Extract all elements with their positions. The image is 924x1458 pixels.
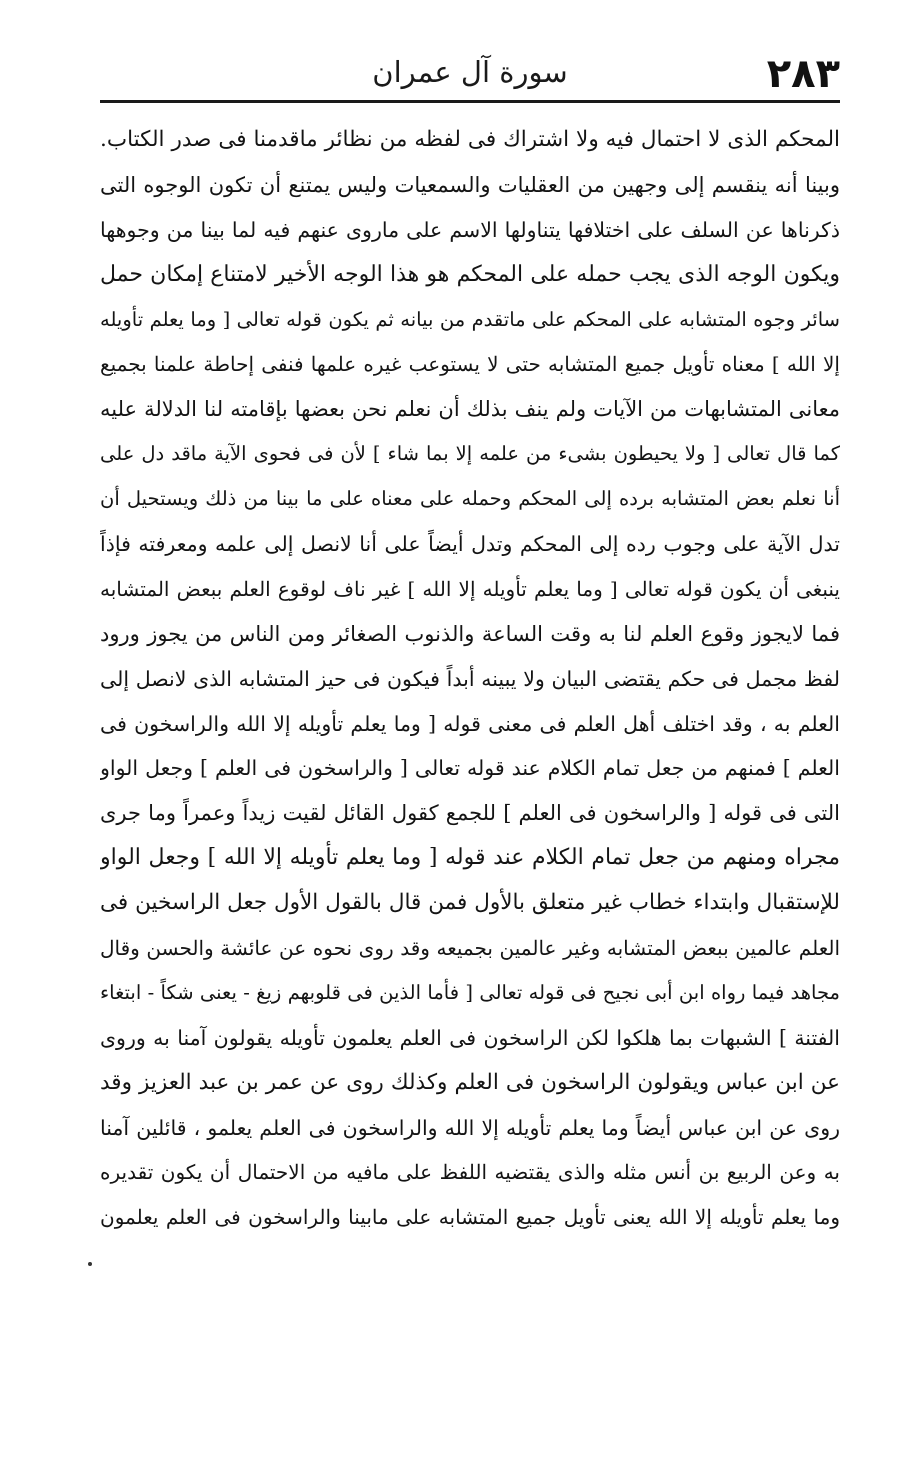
text-line: الفتنة ] الشبهات بما هلكوا لكن الراسخون فى العلم يعلمون تأويله يقولون آمنا به وروى xyxy=(100,1025,840,1050)
text-line: العلم ] فمنهم من جعل تمام الكلام عند قوله تعالى [ والراسخون فى العلم ] وجعل الواو xyxy=(100,756,840,781)
text-line: سائر وجوه المتشابه على المحكم على ماتقدم من بيانه ثم يكون قوله تعالى [ وما يعلم تأويله xyxy=(100,307,840,331)
text-line: أنا نعلم بعض المتشابه برده إلى المحكم وحمله على معناه على ما بينا من ذلك ويستحيل أن xyxy=(100,487,840,511)
text-line: وما يعلم تأويله إلا الله يعنى تأويل جميع المتشابه على مابينا والراسخون فى العلم يعلمون xyxy=(100,1205,840,1230)
text-line: العلم به ، وقد اختلف أهل العلم فى معنى قوله [ وما يعلم تأويله إلا الله والراسخون فى xyxy=(100,711,840,736)
text-line: تدل الآية على وجوب رده إلى المحكم وتدل أيضاً على أنا لانصل إلى علمه ومعرفته فإذاً xyxy=(100,532,840,557)
text-line: روى عن ابن عباس أيضاً وما يعلم تأويله إلا الله والراسخون فى العلم يعلمو ، قائلين آمنا xyxy=(100,1115,840,1140)
text-line: ويكون الوجه الذى يجب حمله على المحكم هو هذا الوجه الأخير لامتناع إمكان حمل xyxy=(100,261,840,287)
scan-speck xyxy=(88,1262,92,1266)
text-line: ينبغى أن يكون قوله تعالى [ وما يعلم تأويله إلا الله ] غير ناف لوقوع العلم ببعض المتشابه xyxy=(100,576,840,601)
text-line: المحكم الذى لا احتمال فيه ولا اشتراك فى لفظه من نظائر ماقدمنا فى صدر الكتاب. xyxy=(100,127,840,152)
page-number: ٢٨٣ xyxy=(766,51,840,97)
header-divider xyxy=(100,100,840,103)
text-line: به وعن الربيع بن أنس مثله والذى يقتضيه اللفظ على مافيه من الاحتمال أن يكون تقديره xyxy=(100,1160,840,1185)
text-line: مجاهد فيما رواه ابن أبى نجيح فى قوله تعالى [ فأما الذين فى قلوبهم زيغ - يعنى شكاً - ابتغاء xyxy=(100,980,840,1004)
page-header xyxy=(100,40,840,100)
text-line: لفظ مجمل فى حكم يقتضى البيان ولا يبينه أبداً فيكون فى حيز المتشابه الذى لانصل إلى xyxy=(100,666,840,691)
text-line: ذكرناها عن السلف على اختلافها يتناولها الاسم على ماروى عنهم فيه لما بينا من وجوهها xyxy=(100,217,840,242)
text-line: عن ابن عباس ويقولون الراسخون فى العلم وكذلك روى عن عمر بن عبد العزيز وقد xyxy=(100,1069,840,1095)
text-line: كما قال تعالى [ ولا يحيطون بشىء من علمه إلا بما شاء ] لأن فى فحوى الآية ماقد دل على xyxy=(100,442,840,466)
text-line: العلم عالمين ببعض المتشابه وغير عالمين بجميعه وقد روى نحوه عن عائشة والحسن وقال xyxy=(100,936,840,961)
text-line: وبينا أنه ينقسم إلى وجهين من العقليات والسمعيات وليس يمتنع أن تكون الوجوه التى xyxy=(100,172,840,197)
text-line: فما لايجوز وقوع العلم لنا به وقت الساعة والذنوب الصغائر ومن الناس من يجوز ورود xyxy=(100,621,840,646)
text-line: معانى المتشابهات من الآيات ولم ينف بذلك أن نعلم نحن بعضها بإقامته لنا الدلالة عليه xyxy=(100,397,840,422)
text-line: للإستقبال وابتداء خطاب غير متعلق بالأول فمن قال بالقول الأول جعل الراسخين فى xyxy=(100,890,840,916)
surah-title: سورة آل عمران xyxy=(372,55,568,89)
text-line: مجراه ومنهم من جعل تمام الكلام عند قوله [ وما يعلم تأويله إلا الله ] وجعل الواو xyxy=(100,845,840,871)
body-text xyxy=(100,118,840,1240)
text-line: إلا الله ] معناه تأويل جميع المتشابه حتى لا يستوعب غيره علمها فنفى إحاطة علمنا بجميع xyxy=(100,352,840,377)
text-line: التى فى قوله [ والراسخون فى العلم ] للجمع كقول القائل لقيت زيداً وعمراً وما جرى xyxy=(100,801,840,826)
